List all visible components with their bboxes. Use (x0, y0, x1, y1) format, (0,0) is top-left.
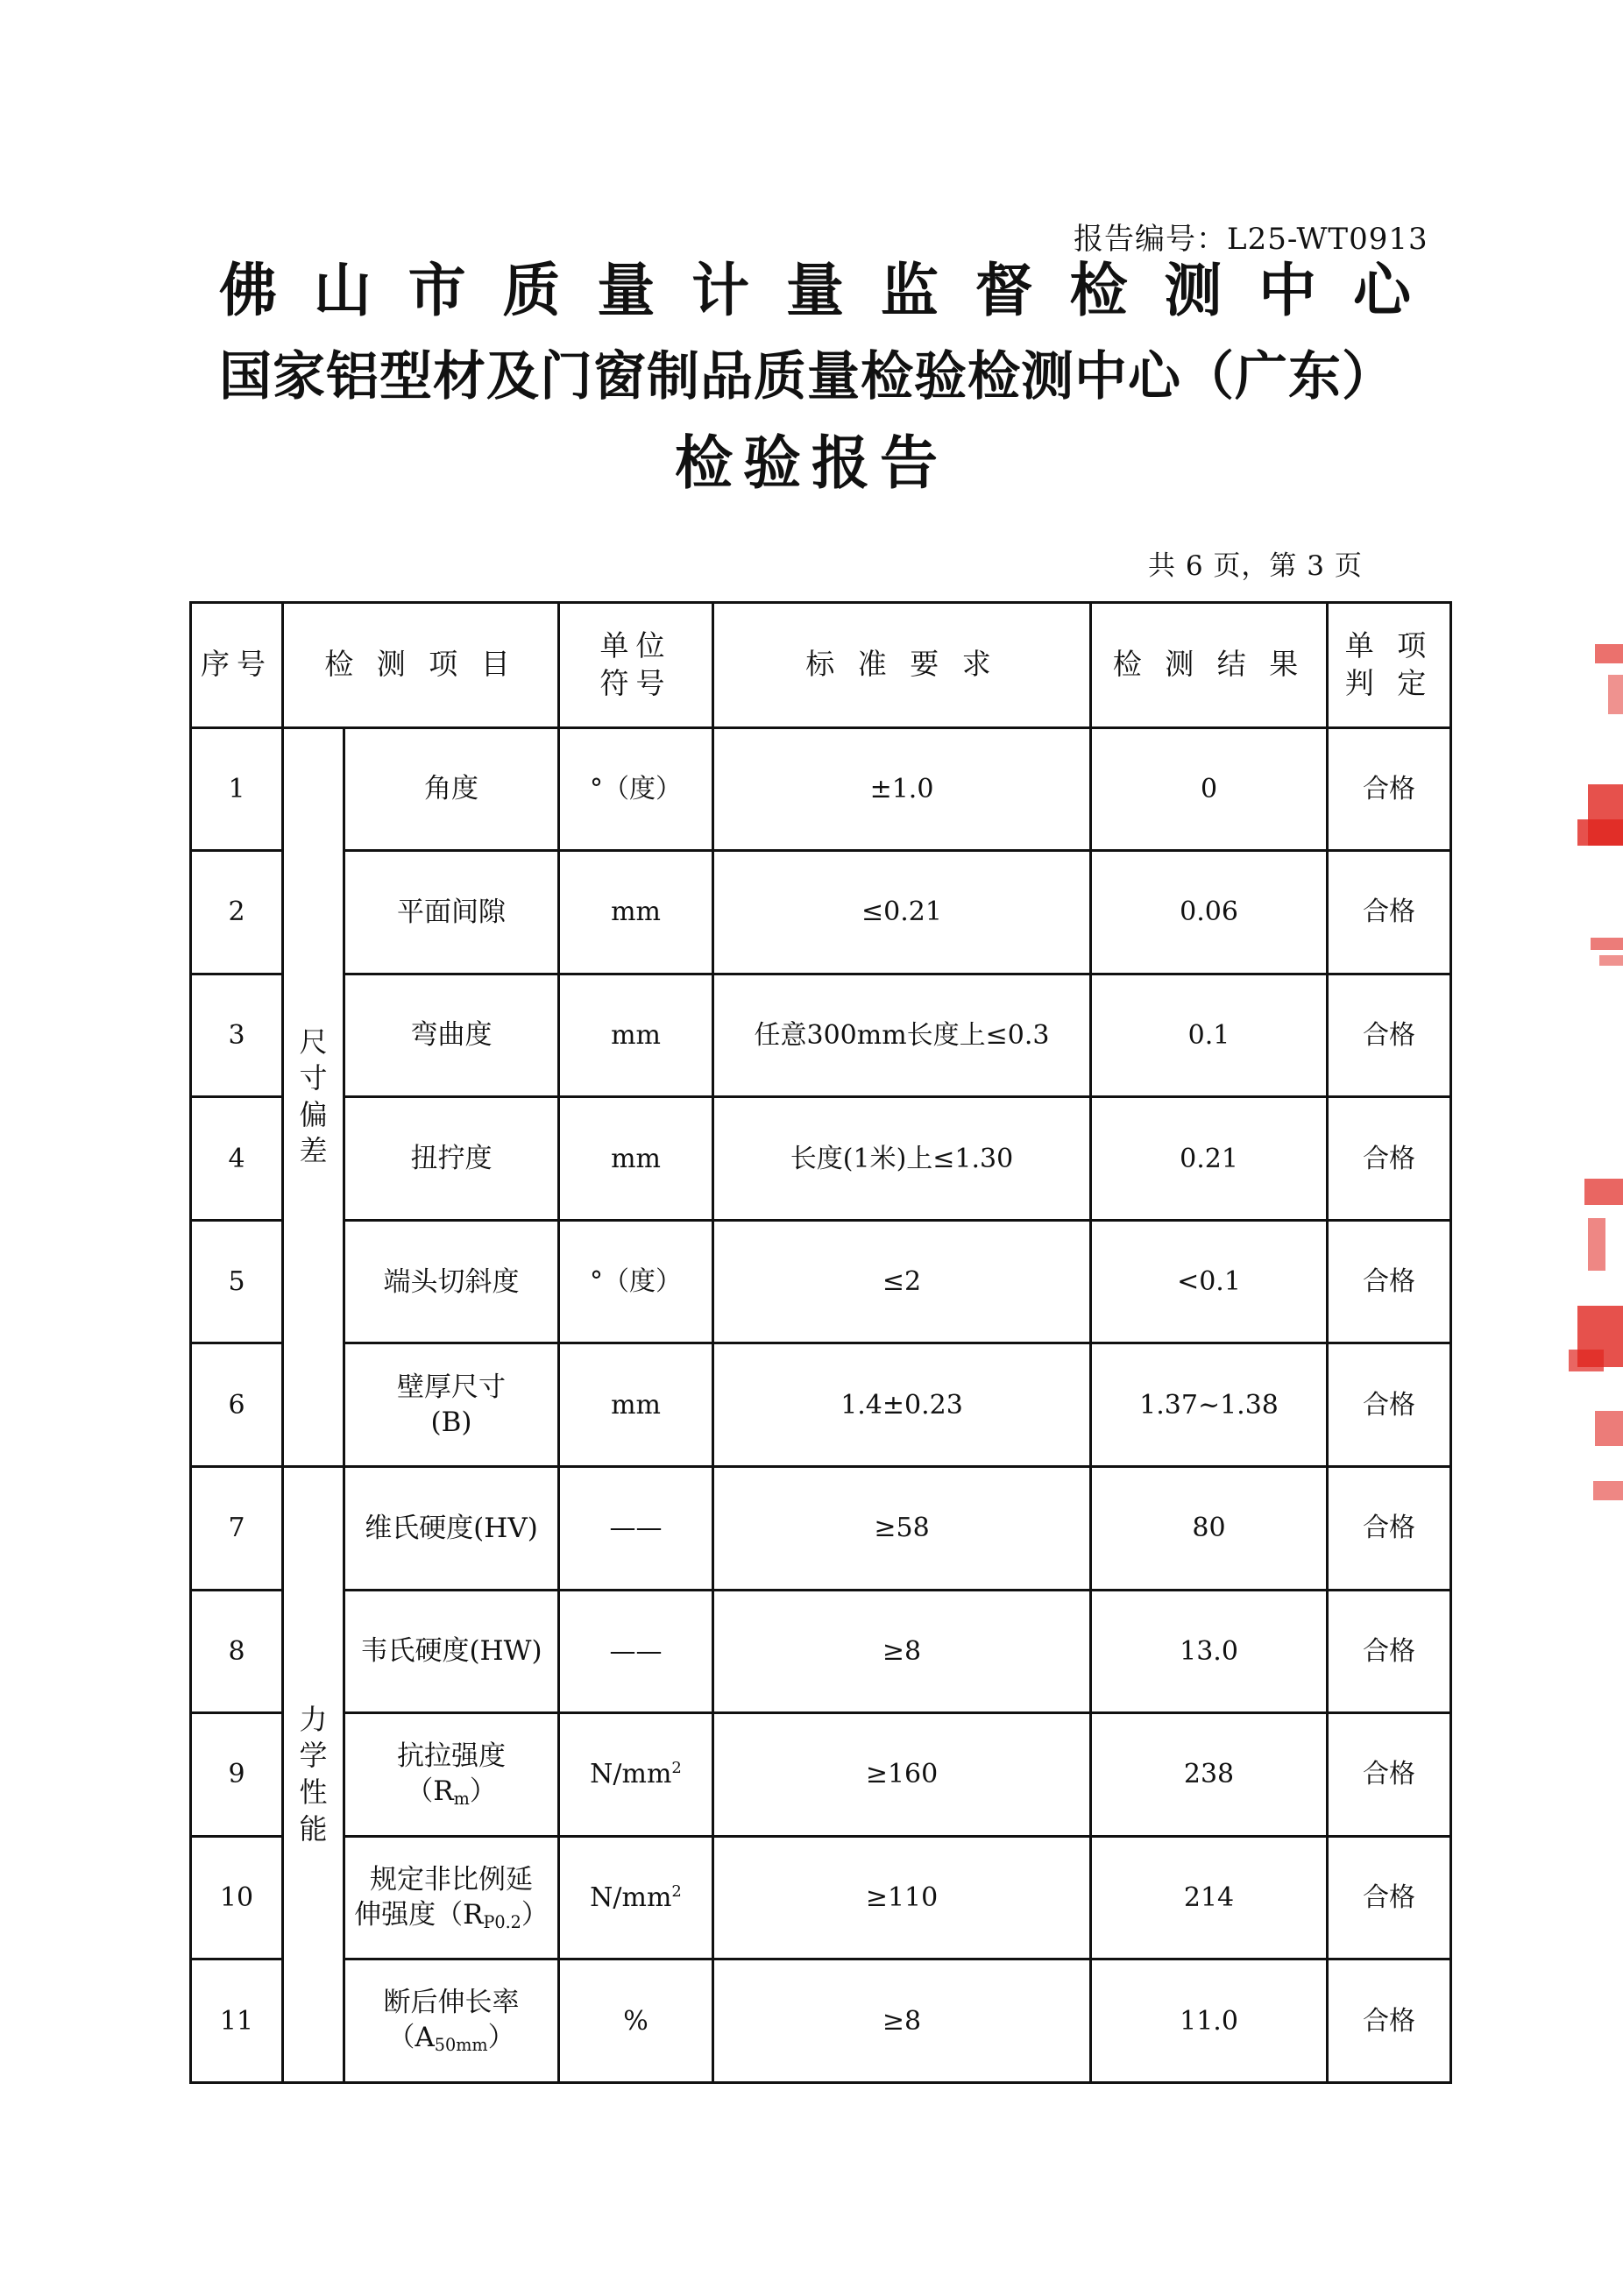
item-name: 维氏硬度(HV) (344, 1467, 559, 1591)
unit-cell: mm (559, 1343, 713, 1467)
standard-cell: 任意300mm长度上≤0.3 (713, 974, 1091, 1097)
standard-cell: ±1.0 (713, 727, 1091, 851)
result-cell: 80 (1091, 1467, 1328, 1591)
seq-cell: 2 (191, 851, 283, 974)
verdict-cell: 合格 (1328, 727, 1451, 851)
standard-cell: ≥58 (713, 1467, 1091, 1591)
unit-cell: mm (559, 1097, 713, 1221)
table-row (191, 1959, 1451, 2083)
result-cell: 0.06 (1091, 851, 1328, 974)
seq-cell: 10 (191, 1836, 283, 1959)
table-row (191, 1343, 1451, 1467)
unit-cell: mm (559, 974, 713, 1097)
seq-cell: 11 (191, 1959, 283, 2083)
group-dimension-deviation: 尺 寸 偏 差 (283, 727, 344, 1466)
unit-cell: $N/mm^2$ (559, 1836, 713, 1959)
unit-cell: % (559, 1959, 713, 2083)
item-name: 端头切斜度 (344, 1220, 559, 1343)
table-row (191, 851, 1451, 974)
seq-cell: 4 (191, 1097, 283, 1221)
table-row (191, 727, 1451, 851)
unit-cell: °（度） (559, 727, 713, 851)
item-name: 抗拉强度 $(R_m)$ (344, 1713, 559, 1837)
table-row (191, 1467, 1451, 1591)
item-name: 扭拧度 (344, 1097, 559, 1221)
result-cell: 0 (1091, 727, 1328, 851)
institution-title: 佛山市质量计量监督检测中心 (219, 256, 1411, 324)
item-name: 壁厚尺寸 (B) (344, 1343, 559, 1467)
result-cell: 1.37~1.38 (1091, 1343, 1328, 1467)
item-name: 角度 (344, 727, 559, 851)
item-name: 断后伸长率 $(A_{50mm})$ (344, 1959, 559, 2083)
verdict-cell: 合格 (1328, 1713, 1451, 1837)
seq-cell: 8 (191, 1590, 283, 1713)
unit-cell: mm (559, 851, 713, 974)
standard-cell: ≤0.21 (713, 851, 1091, 974)
standard-cell: ≥160 (713, 1713, 1091, 1837)
standard-cell: ≥8 (713, 1959, 1091, 2083)
header-unit: 单位 符号 (559, 603, 713, 728)
seq-cell: 3 (191, 974, 283, 1097)
verdict-cell: 合格 (1328, 1590, 1451, 1713)
item-name: 平面间隙 (344, 851, 559, 974)
unit-cell: —— (559, 1467, 713, 1591)
unit-cell: —— (559, 1590, 713, 1713)
table-row (191, 1097, 1451, 1221)
header-item: 检 测 项 目 (283, 603, 559, 728)
center-title: 国家铝型材及门窗制品质量检验检测中心（广东） (219, 346, 1395, 407)
group-mechanical-properties: 力 学 性 能 (283, 1467, 344, 2083)
seq-cell: 1 (191, 727, 283, 851)
header-seq: 序号 (191, 603, 283, 728)
result-cell: 13.0 (1091, 1590, 1328, 1713)
report-title: 检验报告 (675, 429, 948, 497)
unit-cell: °（度） (559, 1220, 713, 1343)
item-name: 弯曲度 (344, 974, 559, 1097)
table-row (191, 1836, 1451, 1959)
verdict-cell: 合格 (1328, 1836, 1451, 1959)
item-name: 规定非比例延 伸强度$(R_{P0.2})$ (344, 1836, 559, 1959)
item-name: 韦氏硬度(HW) (344, 1590, 559, 1713)
result-cell: 214 (1091, 1836, 1328, 1959)
result-cell: 0.1 (1091, 974, 1328, 1097)
standard-cell: 长度(1米)上≤1.30 (713, 1097, 1091, 1221)
header-result: 检 测 结 果 (1091, 603, 1328, 728)
standard-cell: ≤2 (713, 1220, 1091, 1343)
seq-cell: 7 (191, 1467, 283, 1591)
result-cell: <0.1 (1091, 1220, 1328, 1343)
seq-cell: 6 (191, 1343, 283, 1467)
table-header-row (191, 603, 1451, 728)
result-cell: 11.0 (1091, 1959, 1328, 2083)
header-standard: 标 准 要 求 (713, 603, 1091, 728)
standard-cell: ≥8 (713, 1590, 1091, 1713)
standard-cell: ≥110 (713, 1836, 1091, 1959)
verdict-cell: 合格 (1328, 851, 1451, 974)
verdict-cell: 合格 (1328, 1467, 1451, 1591)
inspection-table (189, 601, 1452, 2084)
standard-cell: 1.4±0.23 (713, 1343, 1091, 1467)
unit-cell: $N/mm^2$ (559, 1713, 713, 1837)
table-row (191, 1713, 1451, 1837)
result-cell: 238 (1091, 1713, 1328, 1837)
verdict-cell: 合格 (1328, 1097, 1451, 1221)
verdict-cell: 合格 (1328, 1343, 1451, 1467)
verdict-cell: 合格 (1328, 1220, 1451, 1343)
header-verdict: 单 项 判 定 (1328, 603, 1451, 728)
table-row (191, 974, 1451, 1097)
report-number: 报告编号：L25-WT0913 (1074, 222, 1428, 257)
seq-cell: 9 (191, 1713, 283, 1837)
table-row (191, 1590, 1451, 1713)
result-cell: 0.21 (1091, 1097, 1328, 1221)
verdict-cell: 合格 (1328, 974, 1451, 1097)
table-row (191, 1220, 1451, 1343)
seq-cell: 5 (191, 1220, 283, 1343)
page-indicator: 共 6 页，第 3 页 (1148, 550, 1363, 582)
verdict-cell: 合格 (1328, 1959, 1451, 2083)
